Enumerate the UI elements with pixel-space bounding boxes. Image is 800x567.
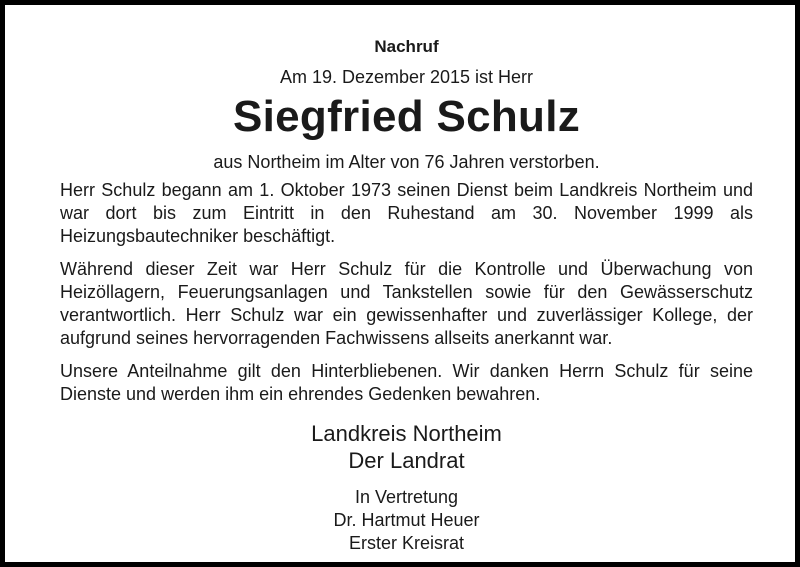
organization-block [60, 420, 753, 474]
obituary-content [60, 35, 753, 555]
signature-block [60, 486, 753, 555]
paragraph-duties: Während dieser Zeit war Herr Schulz für die Kontrolle und Überwachung von Heizöllagern, Feuerungsanlagen und Tankstellen sowie für den Gewässerschutz verantwortlich. Herr Schulz war ein gewissenhafter und zuverlässiger Kollege, der aufgrund seines hervorragenden Fachwissens allseits anerkannt war. [60, 259, 753, 348]
paragraph-service: Herr Schulz begann am 1. Oktober 1973 seinen Dienst beim Landkreis Northeim und war dort bis zum Eintritt in den Ruhestand am 30. November 1999 als Heizungsbautechniker beschäftigt. [60, 180, 753, 246]
obituary-heading: Nachruf [374, 37, 439, 56]
organization-office: Der Landrat [348, 448, 465, 473]
signatory-name: Dr. Hartmut Heuer [333, 510, 480, 530]
deceased-name: Siegfried Schulz [232, 92, 581, 141]
paragraph-condolence: Unsere Anteilnahme gilt den Hinterbliebenen. Wir danken Herrn Schulz für seine Dienste und werden ihm ein ehrendes Gedenken bewahren. [60, 361, 753, 404]
age-line: aus Northeim im Alter von 76 Jahren verstorben. [213, 152, 600, 172]
signatory-title: Erster Kreisrat [348, 533, 465, 553]
signature-representation: In Vertretung [354, 487, 459, 507]
organization-name: Landkreis Northeim [311, 421, 502, 446]
intro-line: Am 19. Dezember 2015 ist Herr [279, 67, 534, 87]
